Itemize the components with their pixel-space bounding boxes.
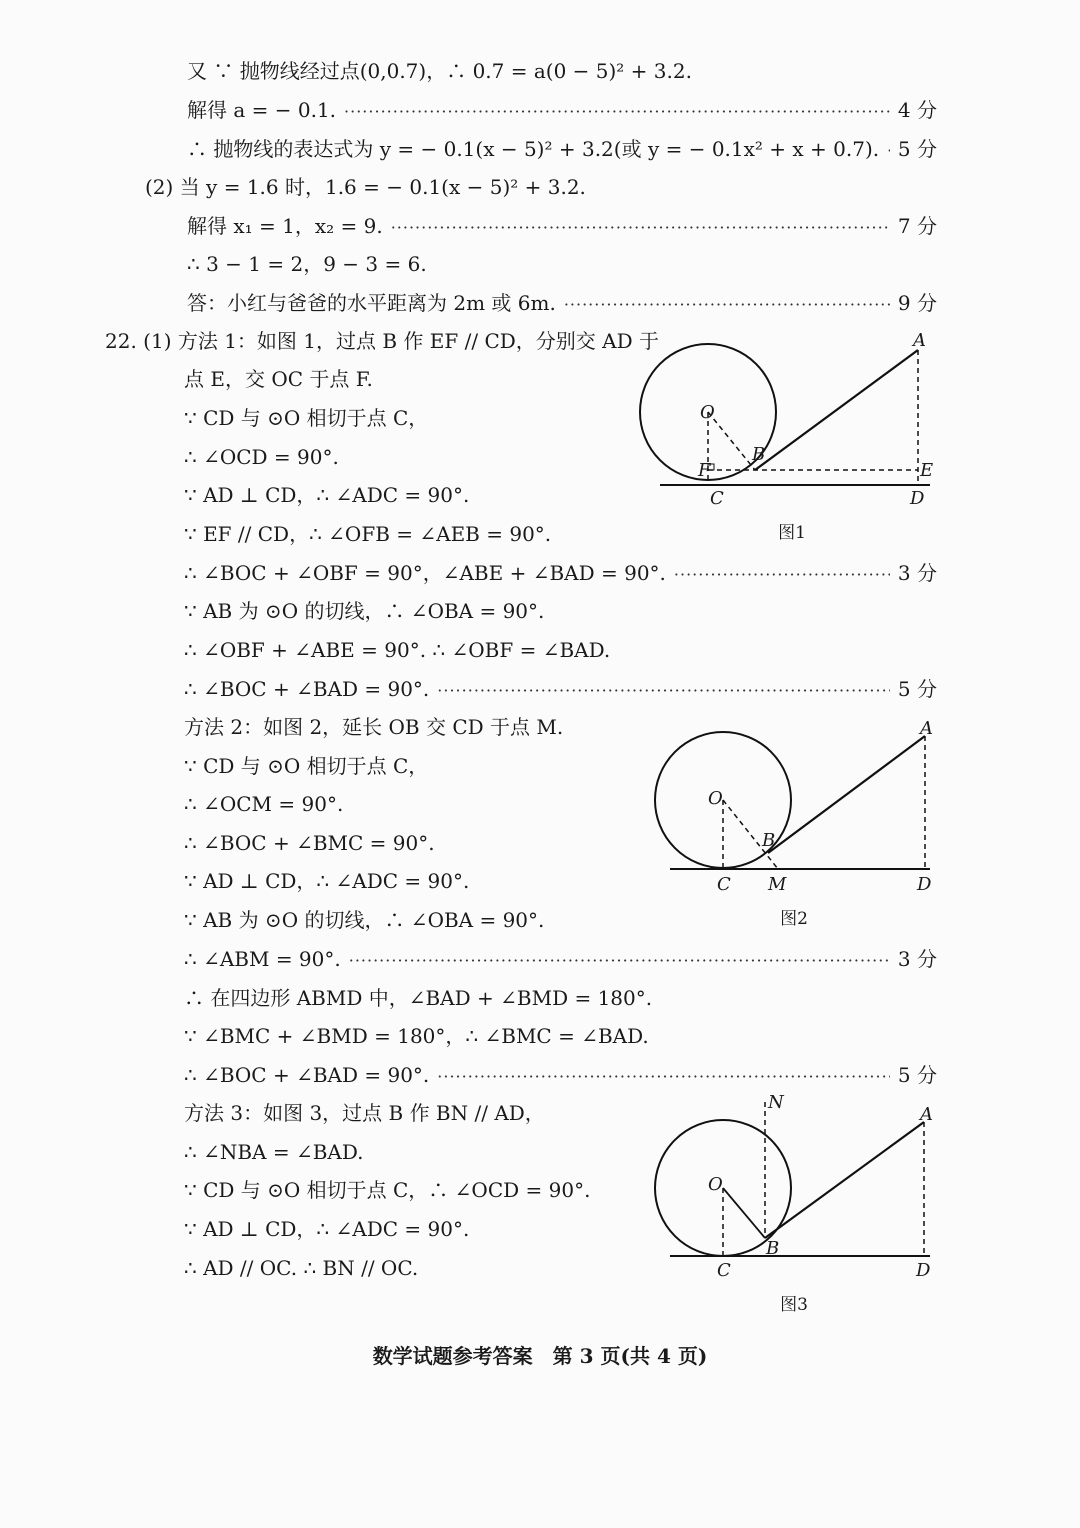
score-mark: 4 分: [897, 98, 937, 122]
label-f: F: [698, 460, 711, 481]
text-line: ∴ 在四边形 ABMD 中，∠BAD + ∠BMD = 180°.: [184, 986, 653, 1010]
figure-3: [640, 1090, 940, 1284]
figure-2: [640, 716, 940, 900]
label-d: D: [916, 1260, 931, 1281]
text-line: (2) 当 y = 1.6 时，1.6 = − 0.1(x − 5)² + 3.2.: [145, 175, 586, 199]
text-line: ∴ ∠BOC + ∠BAD = 90°. ····· 5 分: [184, 1060, 937, 1092]
score-mark: 3 分: [897, 561, 937, 585]
text-line: ∵ AD ⊥ CD，∴ ∠ADC = 90°.: [184, 483, 470, 507]
text-line: ∴ ∠ABM = 90°. ····· 3 分: [184, 944, 937, 976]
text-line: 又 ∵ 抛物线经过点(0,0.7)，∴ 0.7 = a(0 − 5)² + 3.2.: [187, 59, 692, 83]
text-line: ∴ ∠BOC + ∠BMC = 90°.: [184, 831, 435, 855]
label-c: C: [717, 1260, 731, 1281]
label-d: D: [910, 488, 925, 509]
line-ob: [708, 412, 755, 470]
label-a: A: [920, 1104, 933, 1125]
text-line: ∵ AD ⊥ CD，∴ ∠ADC = 90°.: [184, 869, 470, 893]
figure-3-caption: 图3: [780, 1295, 808, 1315]
label-c: C: [710, 488, 724, 509]
figure-2-caption: 图2: [780, 909, 808, 929]
label-b: B: [762, 830, 776, 851]
score-mark: 5 分: [897, 677, 937, 701]
text-line: ∴ 抛物线的表达式为 y = − 0.1(x − 5)² + 3.2(或 y = − 0.1x² + x + 0.7). ····· 5 分: [187, 134, 937, 166]
label-o: O: [708, 788, 723, 809]
score-mark: 5 分: [897, 1063, 937, 1087]
figure-1-caption: 图1: [778, 523, 806, 543]
text-line: ∴ ∠BOC + ∠BAD = 90°. ····· 5 分: [184, 674, 937, 706]
text-line: ∴ ∠NBA = ∠BAD.: [184, 1140, 364, 1164]
text-line: ∴ ∠OCD = 90°.: [184, 445, 339, 469]
text-line: ∵ AD ⊥ CD，∴ ∠ADC = 90°.: [184, 1217, 470, 1241]
score-mark: 9 分: [897, 291, 937, 315]
label-b: B: [752, 444, 766, 465]
text-line: ∴ 3 − 1 = 2，9 − 3 = 6.: [187, 252, 427, 276]
text-line: ∵ AB 为 ⊙O 的切线，∴ ∠OBA = 90°.: [184, 599, 545, 623]
text-line: ∴ AD // OC. ∴ BN // OC.: [184, 1256, 419, 1280]
text-line: ∴ ∠OBF + ∠ABE = 90°. ∴ ∠OBF = ∠BAD.: [184, 638, 611, 662]
text-line: ∴ ∠BOC + ∠OBF = 90°，∠ABE + ∠BAD = 90°. ····· 3 分: [184, 558, 937, 590]
text-line: 22. (1) 方法 1：如图 1，过点 B 作 EF // CD，分别交 AD 于: [105, 329, 659, 353]
score-mark: 7 分: [897, 214, 937, 238]
label-a: A: [920, 718, 933, 739]
score-mark: 3 分: [897, 947, 937, 971]
score-mark: 5 分: [897, 137, 937, 161]
label-d: D: [917, 874, 932, 895]
label-o: O: [700, 402, 715, 423]
line-ab: [755, 350, 918, 470]
line-ob: [723, 1188, 765, 1238]
figure-1: [640, 330, 940, 514]
text-line: 方法 2：如图 2，延长 OB 交 CD 于点 M.: [184, 715, 564, 739]
text-line: ∵ CD 与 ⊙O 相切于点 C，: [184, 754, 429, 778]
text-line: ∵ ∠BMC + ∠BMD = 180°，∴ ∠BMC = ∠BAD.: [184, 1024, 649, 1048]
label-e: E: [920, 460, 934, 481]
text-line: ∵ CD 与 ⊙O 相切于点 C，: [184, 406, 429, 430]
text-line: ∴ ∠OCM = 90°.: [184, 792, 344, 816]
label-b: B: [766, 1238, 780, 1259]
text-line: 答：小红与爸爸的水平距离为 2m 或 6m. ····· 9 分: [187, 288, 937, 320]
label-a: A: [913, 330, 926, 351]
label-o: O: [708, 1174, 723, 1195]
text-line: 方法 3：如图 3，过点 B 作 BN // AD，: [184, 1101, 545, 1125]
text-line: ∵ AB 为 ⊙O 的切线，∴ ∠OBA = 90°.: [184, 908, 545, 932]
page-footer: 数学试题参考答案 第 3 页(共 4 页): [372, 1344, 708, 1368]
text-line: 点 E，交 OC 于点 F.: [184, 367, 373, 391]
label-m: M: [768, 874, 787, 895]
text-line: 解得 a = − 0.1. ····· 4 分: [187, 95, 937, 127]
label-n: N: [768, 1092, 784, 1113]
label-c: C: [717, 874, 731, 895]
line-ab: [765, 1122, 924, 1238]
text-line: 解得 x₁ = 1，x₂ = 9. ····· 7 分: [187, 211, 937, 243]
text-line: ∵ EF // CD，∴ ∠OFB = ∠AEB = 90°.: [184, 522, 552, 546]
text-line: ∵ CD 与 ⊙O 相切于点 C，∴ ∠OCD = 90°.: [184, 1178, 591, 1202]
